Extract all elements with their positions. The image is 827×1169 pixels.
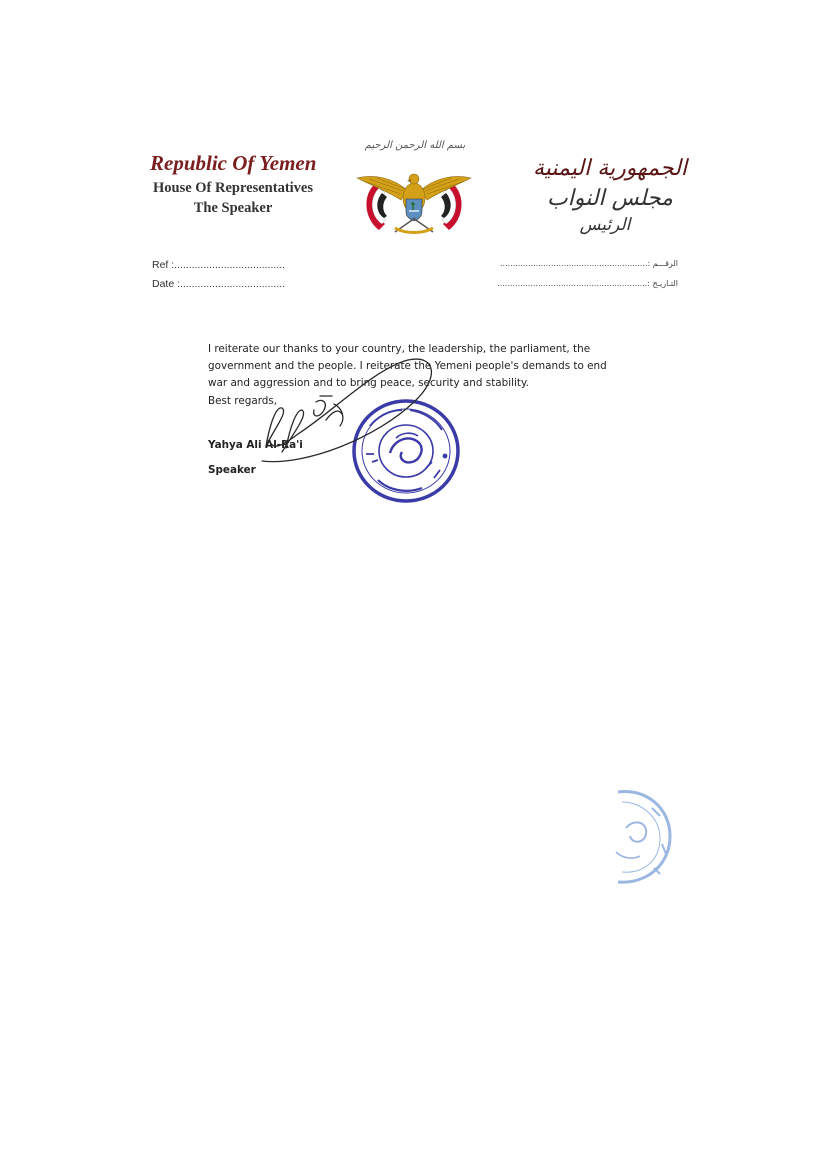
arabic-house: مجلس النواب (547, 186, 673, 211)
date-field: Date :.................................... (152, 278, 286, 290)
coat-of-arms-emblem (355, 166, 473, 238)
basmala-text: بسم الله الرحمن الرحيم (364, 140, 466, 151)
signatory-name: Yahya Ali Al-Ra'i (208, 439, 303, 451)
letterhead-speaker: The Speaker (193, 200, 273, 216)
signature (236, 338, 436, 468)
letter-body: I reiterate our thanks to your country, the leadership, the parliament, the government and the people. I reiterate the Yemeni people's demands to end war and aggression and to bring peace, security and stability. (208, 343, 607, 389)
ref-field: Ref :...................................... (152, 259, 286, 271)
letterhead-house: House Of Representatives (152, 180, 314, 196)
arabic-ref-field: الرقـــم :.......................................................... (500, 259, 678, 268)
letterhead-title: Republic Of Yemen (150, 151, 317, 175)
arabic-title: الجمهورية اليمنية (532, 156, 688, 181)
arabic-speaker: الرئيس (579, 215, 631, 235)
letter-closing: Best regards, (208, 395, 278, 407)
faded-stamp (612, 788, 676, 886)
arabic-date-field: التـاريـخ :........................................................... (497, 279, 678, 288)
signatory-title: Speaker (208, 464, 256, 476)
